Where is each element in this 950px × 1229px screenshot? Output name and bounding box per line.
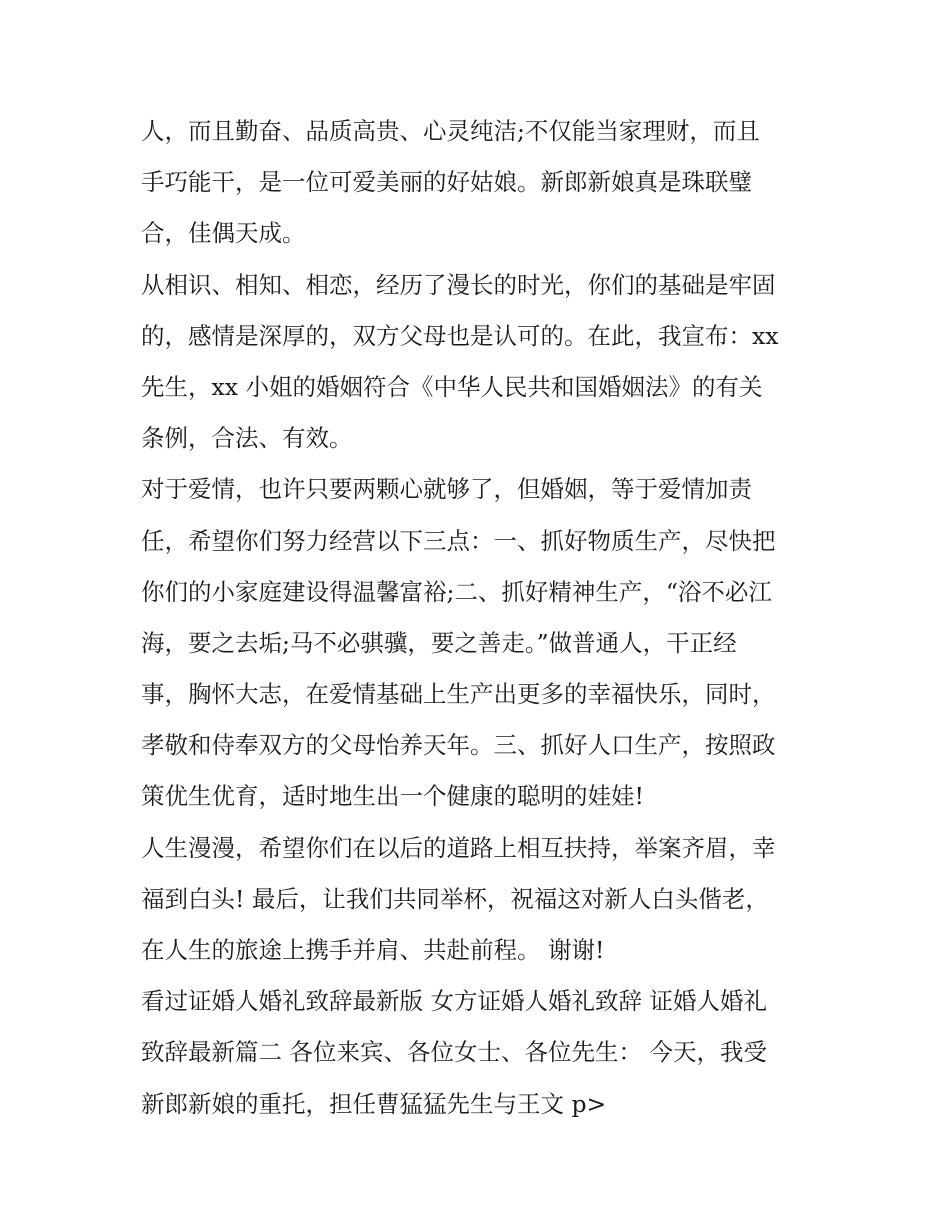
text-line-1: 人，而且勤奋、品质高贵、心灵纯洁;不仅能当家理财，而且 <box>141 117 760 145</box>
text-line-3: 合，佳偶天成。 <box>141 219 306 248</box>
text-line-16: 福到白头! 最后，让我们共同举杯，祝福这对新人白头偕老， <box>141 884 769 913</box>
text-line-2: 手巧能干，是一位可爱美丽的好姑娘。新郎新娘真是珠联璧 <box>141 168 752 197</box>
text-line-15: 人生漫漫，希望你们在以后的道路上相互扶持，举案齐眉，幸 <box>141 833 776 862</box>
text-line-9: 任，希望你们努力经营以下三点：一、抓好物质生产，尽快把 <box>141 526 776 555</box>
text-line-19: 致辞最新篇二 各位来宾、各位女士、各位先生： 今天，我受 <box>141 1038 767 1067</box>
text-line-13: 孝敬和侍奉双方的父母怡养天年。三、抓好人口生产，按照政 <box>141 731 776 760</box>
text-line-7: 条例，合法、有效。 <box>141 424 353 453</box>
text-line-18: 看过证婚人婚礼致辞最新版 女方证婚人婚礼致辞 证婚人婚礼 <box>141 987 767 1016</box>
text-line-4: 从相识、相知、相恋，经历了漫长的时光，你们的基础是牢固 <box>141 270 776 299</box>
text-line-8: 对于爱情，也许只要两颗心就够了，但婚姻，等于爱情加责 <box>141 475 752 504</box>
text-line-20: 新郎新娘的重托，担任曹猛猛先生与王文 p> <box>141 1089 607 1118</box>
text-line-6: 先生，xx 小姐的婚姻符合《中华人民共和国婚姻法》的有关 <box>141 372 763 401</box>
text-line-14: 策优生优育，适时地生出一个健康的聪明的娃娃! <box>141 782 644 811</box>
text-line-5: 的，感情是深厚的，双方父母也是认可的。在此，我宣布：xx <box>141 321 779 350</box>
text-line-11: 海，要之去垢;马不必骐骥，要之善走。”做普通人，干正经 <box>141 628 737 657</box>
text-line-10: 你们的小家庭建设得温馨富裕;二、抓好精神生产，“浴不必江 <box>141 577 772 606</box>
text-line-17: 在人生的旅途上携手并肩、共赴前程。 谢谢! <box>141 936 605 964</box>
body-text <box>141 106 821 1130</box>
text-line-12: 事，胸怀大志，在爱情基础上生产出更多的幸福快乐，同时， <box>141 680 776 709</box>
